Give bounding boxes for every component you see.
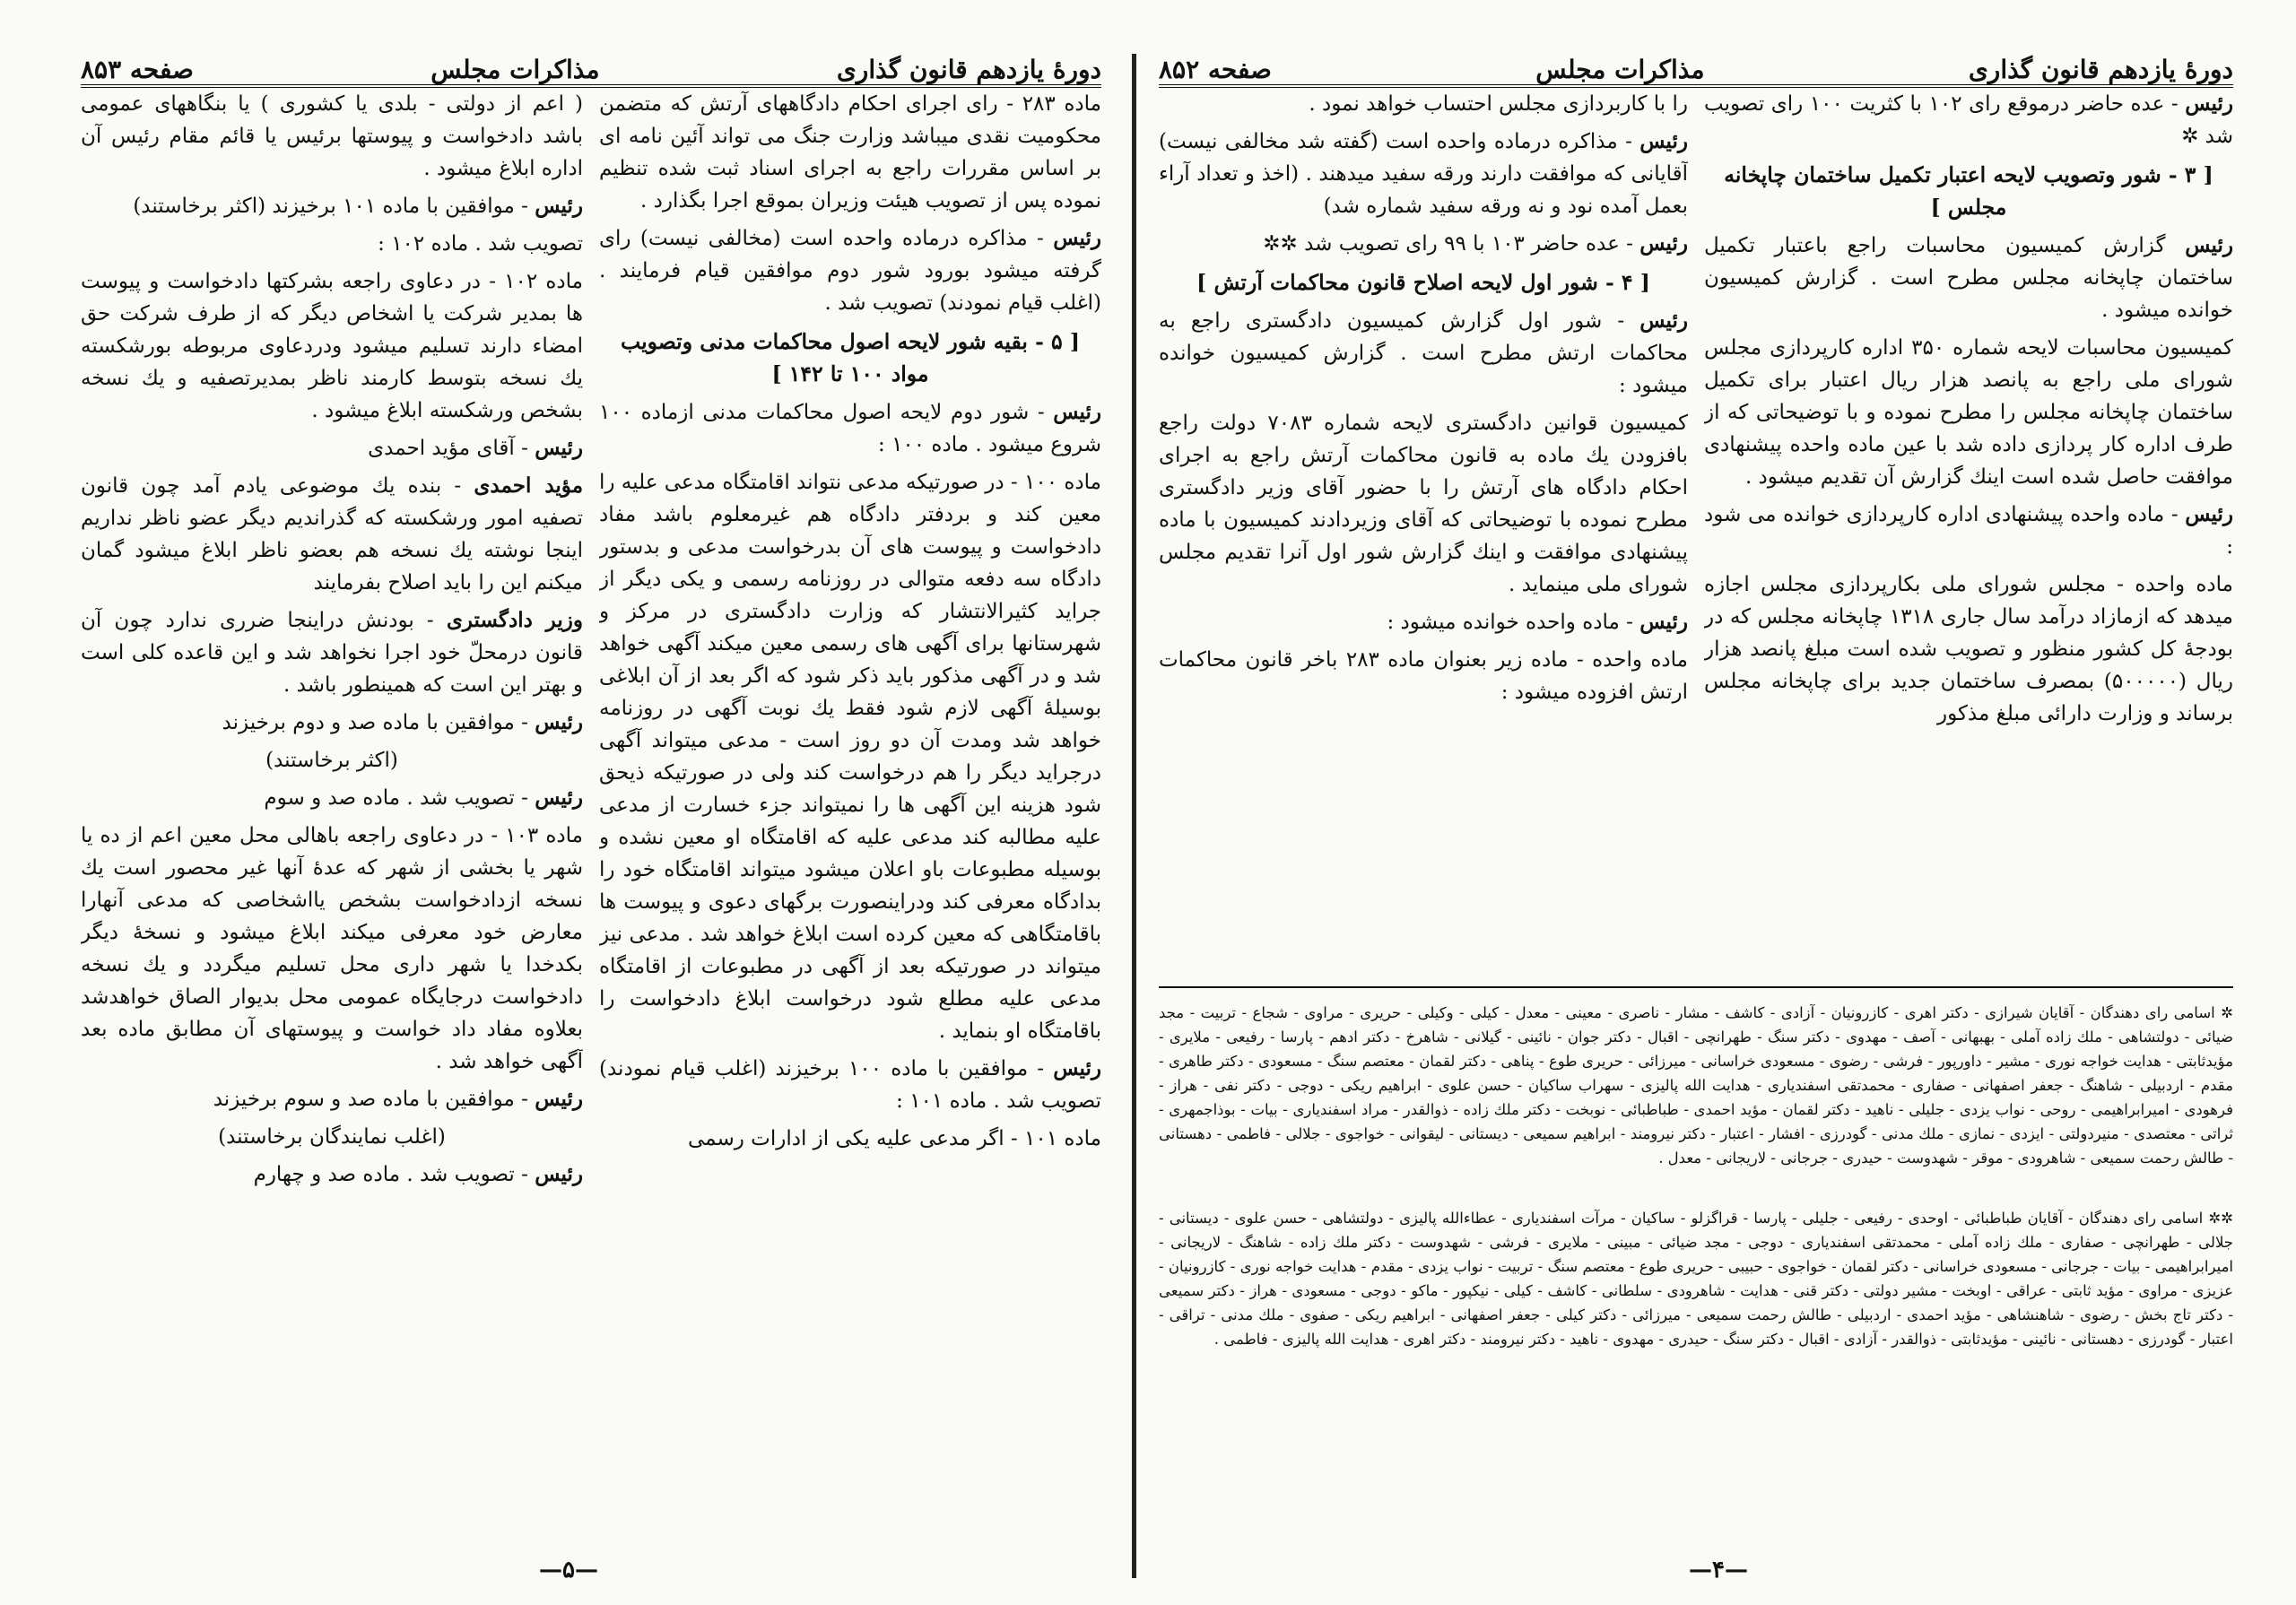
paragraph-text: کمیسیون قوانین دادگستری لایحه شماره ۷۰۸۳ دولت راجع بافزودن یك ماده به قانون محاکمات آرتش راجع به اجرای احکام دادگاه های آرتش را با حضور آقای وزیر دادگستری مطرح نموده با توضیحاتی که آقای وزیردادند کمیسیون با ماده پیشنهادی موافقت و اینك گزارش شور اول آنرا تقدیم مجلس شورای ملی مینماید . <box>1159 412 1688 596</box>
paragraph-text: - موافقین با ماده ۱۰۰ برخیزند (اغلب قیام نمودند) تصویب شد . ماده ۱۰۱ : <box>599 1057 1101 1113</box>
speaker-name: مؤید احمدی <box>474 473 583 498</box>
running-head-852 <box>1159 36 2233 88</box>
header-title: دورهٔ یازدهم قانون گذاری <box>1968 55 2233 84</box>
paragraph <box>81 1158 583 1191</box>
header-section: مذاکرات مجلس <box>1535 55 1705 84</box>
paragraph-text: - تصویب شد . ماده صد و چهارم <box>253 1163 528 1186</box>
paragraph-text: - موافقین با ماده صد و دوم برخیزند <box>222 711 528 734</box>
speaker-name: رئیس <box>1053 226 1101 250</box>
footnote-vote-2: ✲✲ اسامی رای دهندگان - آقایان طباطبائی - اوحدی - رفیعی - جلیلی - پارسا - قراگزلو - ساکیان - مرآت اسفندیاری - عطاءالله پالیزی - دولتشاهی - حسن علوی - دیستانی - جلالی - طهرانچی - صفاری - ملك زاده آملی - محمدتقی اسفندیاری - دوجی - مجد ضیائی - مبینی - ملایری - فرشی - شهدوست - دکتر ملك زاده - شاهنگ - لاریجانی - امیرابراهیمی - بیات - جرجانی - مسعودی خراسانی - دکتر لقمان - خواجوی - حبیبی - حریری طوع - معتصم سنگ - تربیت - نواب یزدی - مقدم - هدایت خواجه نوری - کازرونیان - عزیزی - مراوی - مؤید ثابتی - عراقی - اوبخت - مشیر دولتی - دکتر قنی - هدایت - شاهرودی - سلطانی - کاشف - کیلی - نیکپور - ماکو - دوجی - مسعودی - هراز - دکتر سمیعی - دکتر تاج بخش - رضوی - شاهنشاهی - مؤید احمدی - اردبیلی - طالش رحمت سمیعی - میرزائی - دکتر کیلی - جعفر اصفهانی - ابراهیم ریکی - صفوی - ملك مدنی - تراقی - اعتبار - گودرزی - دهستانی - نائینی - مؤیدثابتی - ذوالقدر - آزادی - اقبال - دکتر سنگ - حیدری - مهدوی - ناهید - دکتر نیرومند - دکتر اهری - هدایت الله پالیزی - فاطمی . <box>1159 1210 2233 1348</box>
section-heading: [ ۵ - بقیه شور لایحه اصول محاکمات مدنی وتصویب مواد ۱۰۰ تا ۱۴۲ ] <box>621 329 1080 386</box>
speaker-name: رئیس <box>1639 129 1688 153</box>
folio: —۴— <box>1689 1557 1748 1583</box>
page-853 <box>0 0 1137 1605</box>
paragraph-text: کمیسیون محاسبات لایحه شماره ۳۵۰ اداره کارپردازی مجلس شورای ملی راجع به پانصد هزار ریال اعتبار برای تکمیل ساختمان چاپخانه مجلس را مطرح نموده و با توضیحاتی که از طرف اداره کار پردازی داده شد با عین ماده واحده پیشنهادی موافقت حاصل شده است اینك گزارش آن تقدیم میشود . <box>1704 336 2233 489</box>
paragraph <box>599 466 1101 1047</box>
paragraph-text: را با کاربردازی مجلس احتساب خواهد نمود . <box>1309 92 1688 116</box>
paragraph-text: ماده ۱۰۲ - در دعاوی راجعه بشرکتها دادخواست و پیوست ها بمدیر شرکت یا اشخاص دیگر که از طرف شرکت حق امضاء دارند تسلیم میشود ودردعاوی مربوطه بورشکسته یك نسخه بتوسط کارمند ناظر بمدیرتصفیه و یك نسخه بشخص ورشکسته ابلاغ میشود . <box>81 270 583 422</box>
paragraph-text: - تصویب شد . ماده صد و سوم <box>264 786 528 810</box>
header-page-number: صفحه ۸۵۲ <box>1159 55 1272 84</box>
paragraph <box>1704 88 2233 152</box>
speaker-name: رئیس <box>535 194 583 218</box>
running-head-853 <box>81 36 1101 88</box>
paragraph-text: ماده ۱۰۳ - در دعاوی راجعه باهالی محل معین اعم از ده یا شهر یا بخشی از شهر که عدهٔ آنها غیر محصور است یك نسخه ازدادخواست بشخص یااشخاصی که مدعی آنهارا معارض خود معرفی میکند ابلاغ میشود و نسخهٔ دیگر بکدخدا یا شهر داری محل تسلیم میگردد و یك نسخه دادخواست درجایگاه عمومی محل بدیوار الصاق خواهدشد بعلاوه مفاد داد خواست و پیوستهای آن مطابق ماده بعد آگهی خواهد شد . <box>81 824 583 1073</box>
paragraph <box>1704 332 2233 493</box>
column-left <box>81 88 583 1558</box>
paragraph <box>1704 568 2233 730</box>
paragraph <box>1159 407 1688 601</box>
speaker-name: رئیس <box>1639 231 1688 256</box>
page-gutter-rule <box>1132 54 1136 1578</box>
paragraph-text: - بودنش دراینجا ضرری ندارد چون آن قانون درمحلّ خود اجرا نخواهد شد و این قاعده کلی است و بهتر این است که همینطور باشد . <box>81 609 583 697</box>
column-right <box>599 88 1101 1558</box>
paragraph-text: - آقای مؤید احمدی <box>368 437 528 460</box>
speaker-name: رئیس <box>535 710 583 734</box>
footnote-vote-1: ✲ اسامی رای دهندگان - آقایان شیرازی - دکتر اهری - کازرونیان - آزادی - کاشف - مشار - ناصری - معینی - معدل - کیلی - وکیلی - حریری - مراوی - شجاع - تربیت - مجد ضیائی - دولتشاهی - ملك زاده آملی - بهبهانی - آصف - مهدوی - دکتر سنگ - طهرانچی - اقبال - دکتر جوان - نائینی - گیلانی - شاهرخ - دکتر ادهم - پارسا - رفیعی - ملایری - مؤیدثابتی - هدایت خواجه نوری - مشیر - داورپور - فرشی - رضوی - مسعودی خراسانی - میرزائی - حریری طوع - پناهی - دکتر لقمان - معتصم سنگ - مسعودی - دکتر طاهری - مقدم - اردبیلی - شاهنگ - جعفر اصفهانی - صفاری - محمدتقی اسفندیاری - هدایت الله پالیزی - سهراب ساکیان - حسن علوی - ابراهیم ریکی - دوجی - دکتر نفی - هراز - فرهودی - امیرابراهیمی - روحی - نواب یزدی - جلیلی - ناهید - دکتر لقمان - مؤید احمدی - طباطبائی - نوبخت - دکتر ملك زاده - ذوالقدر - مراد اسفندیاری - بیات - بوذاجمهری - ثراتی - معتصدی - منیردولتی - ایزدی - نمازی - ملك مدنی - گودرزی - افشار - اعتبار - دکتر نیرومند - ابراهیم سمیعی - دیستانی - لیقوانی - خواجوی - جلالی - فاطمی - دهستانی - طالش رحمت سمیعی - شاهرودی - موقر - شهدوست - حیدری - جرجانی - لاریجانی - معدل . <box>1159 1004 2233 1167</box>
paragraph-text: ( اعم از دولتی - بلدی یا کشوری ) یا بنگاههای عمومی باشد دادخواست و پیوستها برئیس یا قائم مقام رئیس آن اداره ابلاغ میشود . <box>81 92 583 180</box>
paragraph-text: - مذاکره درماده واحده است (مخالفی نیست) رای گرفته میشود بورود شور دوم موافقین قیام فرمایند . (اغلب قیام نمودند) تصویب شد . <box>599 227 1101 315</box>
paragraph-text: - شور اول گزارش کمیسیون دادگستری راجع به محاکمات ارتش مطرح است . گزارش کمیسیون خوانده میشود : <box>1159 309 1688 397</box>
paragraph <box>1704 499 2233 563</box>
paragraph-text: - بنده یك موضوعی یادم آمد چون قانون تصفیه امور ورشکسته که گذراندیم دیگر عضو ناظر نداریم اینجا نوشته یك نسخه هم بعضو ناظر ابلاغ میشود گمان میکنم این را باید اصلاح بفرمایند <box>81 474 583 594</box>
header-title: دورهٔ یازدهم قانون گذاری <box>836 55 1101 84</box>
paragraph <box>81 265 583 427</box>
paragraph <box>81 88 583 185</box>
paragraph <box>1159 606 1688 638</box>
paragraph-text: ماده ۲۸۳ - رای اجرای احکام دادگاههای آرتش که متضمن محکومیت نقدی میباشد وزارت جنگ می تواند آئین نامه ای بر اساس مقررات راجع به اجرای اسناد ثبت شده تنظیم نموده پس از تصویب هیئت وزیران بموقع اجرا بگذارد . <box>599 92 1101 213</box>
paragraph <box>81 707 583 739</box>
paragraph-text: - ماده واحده خوانده میشود : <box>1387 611 1633 634</box>
paragraph <box>599 1053 1101 1117</box>
paragraph-text: - ماده واحده پیشنهادی اداره کارپردازی خوانده می شود : <box>1704 503 2233 559</box>
column-left <box>1159 88 1688 976</box>
paragraph <box>599 88 1101 217</box>
speaker-name: رئیس <box>535 1087 583 1111</box>
paragraph <box>1159 228 1688 260</box>
section-heading: [ ۴ - شور اول لایحه اصلاح قانون محاکمات آرتش ] <box>1196 270 1650 295</box>
columns-852 <box>1159 88 2233 976</box>
speaker-name: رئیس <box>535 1162 583 1186</box>
paragraph <box>81 190 583 222</box>
paragraph-text: ماده ۱۰۰ - در صورتیکه مدعی نتواند اقامتگاه مدعی علیه را معین کند و بردفتر دادگاه هم غیرمعلوم باشد مفاد دادخواست و پیوست های آن بدرخواست مدعی و بدستور دادگاه سه دفعه متوالی در روزنامه رسمی و یکی دیگر از جراید کثیرالانتشار که وزارت دادگستری در مرکز و شهرستانها برای آگهی های رسمی معین میکند آگهی خواهد شد و در آگهی مذکور باید ذکر شود که اگر بعد از آن ابلاغی بوسیلهٔ آگهی لازم شود فقط یك نوبت آگهی در روزنامه خواهد شد ومدت آن دو روز است - مدعی میتواند آگهی درجراید دیگر را هم درخواست کند ولی در صورتیکه ذیحق شود هزینه این آگهی ها را نمیتواند جزء خسارت از مدعی علیه مطالبه کند مدعی علیه که اقامتگاه او معین نشده و بوسیله مطبوعات باو اعلان میشود میتواند اقامتگاه خود را بدادگاه معرفی کند ودراینصورت برگهای دعوی و پیوست ها باقامتگاهی که معین کرده است ابلاغ خواهد شد . مدعی نیز میتواند در صورتیکه بعد از آگهی در مطبوعات از اقامتگاه مدعی علیه مطلع شود درخواست ابلاغ دادخواست را باقامتگاه او بنماید . <box>599 471 1101 1043</box>
paragraph <box>81 604 583 701</box>
paragraph-text: - موافقین با ماده ۱۰۱ برخیزند (اکثر برخاستند) <box>133 195 528 218</box>
vote-note: (اکثر برخاستند) <box>265 749 398 772</box>
paragraph <box>1159 305 1688 402</box>
speaker-name: وزیر دادگستری <box>446 608 583 632</box>
paragraph-text: تصویب شد . ماده ۱۰۲ : <box>378 232 583 256</box>
paragraph-text: ماده واحده - مجلس شورای ملی بکارپردازی مجلس اجازه میدهد که ازمازاد درآمد سال جاری ۱۳۱۸ چاپخانه مجلس که در بودجهٔ کل کشور منظور و تصویب شده است مبلغ پانصد هزار ریال (۵۰۰۰۰۰) بمصرف ساختمان جدید برای چاپخانه مجلس برساند و وزارت دارائی مبلغ مذکور <box>1704 573 2233 725</box>
speaker-name: رئیس <box>2185 502 2233 526</box>
speaker-name: رئیس <box>535 436 583 460</box>
paragraph <box>81 432 583 464</box>
vote-note: (اغلب نمایندگان برخاستند) <box>218 1125 446 1149</box>
speaker-name: رئیس <box>2185 233 2233 257</box>
paragraph-text: ماده واحده - ماده زیر بعنوان ماده ۲۸۳ باخر قانون محاکمات ارتش افزوده میشود : <box>1159 648 1688 704</box>
columns-853 <box>81 88 1101 1558</box>
page-852 <box>1141 0 2296 1605</box>
paragraph <box>599 1123 1101 1155</box>
paragraph-text: ماده ۱۰۱ - اگر مدعی علیه یکی از ادارات رسمی <box>688 1127 1101 1150</box>
paragraph <box>1159 88 1688 120</box>
paragraph-text: - عده حاضر ۱۰۳ با ۹۹ رای تصویب شد ✲✲ <box>1263 232 1633 256</box>
section-heading: [ ۳ - شور وتصویب لایحه اعتبار تکمیل ساختمان چاپخانه مجلس ] <box>1724 162 2213 220</box>
paragraph <box>1159 126 1688 222</box>
speaker-name: رئیس <box>1053 1056 1101 1080</box>
column-right <box>1704 88 2233 976</box>
header-page-number: صفحه ۸۵۳ <box>81 55 194 84</box>
paragraph <box>1704 230 2233 326</box>
paragraph <box>81 1083 583 1115</box>
paragraph-text: - عده حاضر درموقع رای ۱۰۲ با کثریت ۱۰۰ رای تصویب شد ✲ <box>1704 92 2233 148</box>
speaker-name: رئیس <box>1639 610 1688 634</box>
paragraph-text: - مذاکره درماده واحده است (گفته شد مخالفی نیست) آقایانی که موافقت دارند ورقه سفید میدهند . (اخذ و تعداد آراء بعمل آمده نود و نه ورقه سفید شماره شد) <box>1159 130 1688 218</box>
speaker-name: رئیس <box>2185 91 2233 116</box>
paragraph <box>81 470 583 599</box>
speaker-name: رئیس <box>1053 400 1101 424</box>
folio: —۵— <box>539 1557 598 1583</box>
speaker-name: رئیس <box>1639 308 1688 333</box>
header-section: مذاکرات مجلس <box>430 55 600 84</box>
paragraph <box>81 820 583 1078</box>
paragraph-text: گزارش کمیسیون محاسبات راجع باعتبار تکمیل ساختمان چاپخانه مجلس مطرح است . گزارش کمیسیون خوانده میشود . <box>1704 234 2233 322</box>
vote-footnotes <box>1159 986 2233 1351</box>
paragraph <box>81 228 583 260</box>
paragraph-text: - شور دوم لایحه اصول محاکمات مدنی ازماده ۱۰۰ شروع میشود . ماده ۱۰۰ : <box>599 401 1101 456</box>
paragraph <box>1159 644 1688 708</box>
paragraph <box>81 782 583 814</box>
speaker-name: رئیس <box>535 785 583 810</box>
paragraph <box>599 222 1101 319</box>
paragraph <box>599 396 1101 461</box>
paragraph-text: - موافقین با ماده صد و سوم برخیزند <box>213 1088 528 1111</box>
